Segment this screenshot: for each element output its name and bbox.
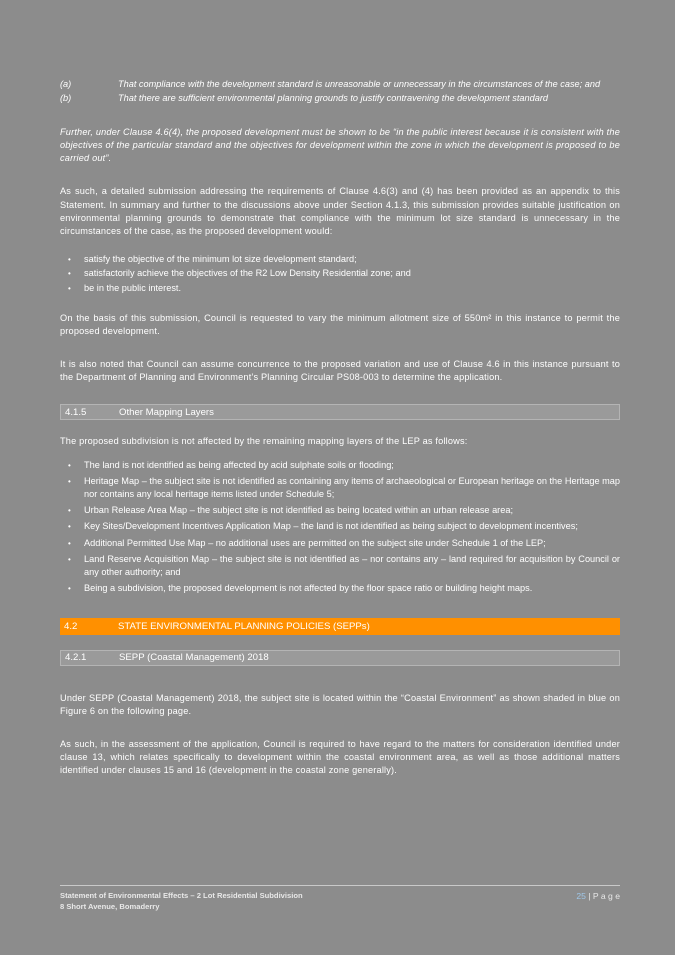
- heading-4-2-state-environmental-planning-policies: [60, 618, 620, 635]
- bullet-icon: •: [68, 461, 71, 471]
- list-item: [60, 520, 620, 533]
- heading-title: SEPP (Coastal Management) 2018: [119, 652, 269, 664]
- spacer: [60, 448, 620, 459]
- clause-label: (b): [60, 93, 72, 104]
- spacer: [60, 666, 620, 692]
- bullet-text: Urban Release Area Map – the subject site is not identified as being located within an urban release area;: [84, 505, 514, 516]
- spacer: [60, 238, 620, 253]
- bullet-text: Additional Permitted Use Map – no additional uses are permitted on the subject site under Schedule 1 of the LEP;: [84, 537, 546, 548]
- heading-number: 4.1.5: [65, 406, 87, 418]
- paragraph-basis-of-submission: On the basis of this submission, Council is requested to vary the minimum allotment size of 550m² in this instance to permit the proposed development.: [60, 312, 620, 336]
- bullet-text: satisfactorily achieve the objectives of the R2 Low Density Residential zone; and: [84, 268, 411, 279]
- bullet-icon: •: [68, 254, 71, 264]
- bullet-text: Heritage Map – the subject site is not identified as containing any items of archaeological or European heritage on the Heritage map nor contains any local heritage items listed under Schedule 5;: [84, 476, 620, 500]
- clause-text: That compliance with the development standard is unreasonable or unnecessary in the circumstances of the case; and: [118, 79, 601, 89]
- clause-label: (a): [60, 79, 72, 89]
- heading-4-1-5-other-mapping-layers: [60, 404, 620, 420]
- list-item: [60, 582, 620, 595]
- paragraph-concurrence-note: It is also noted that Council can assume concurrence to the proposed variation and use of Clause 4.6 in this instance pursuant to the Department of Planning and Environment’s Planning Circular PS08-003 to determine the application.: [60, 358, 620, 382]
- heading-number: 4.2: [64, 620, 78, 632]
- list-item: [60, 78, 620, 91]
- footer-title-line-2: 8 Short Avenue, Bomaderry: [60, 901, 160, 911]
- footer-page-label: | P a g e: [588, 891, 620, 901]
- spacer: [60, 106, 620, 126]
- spacer: [60, 718, 620, 738]
- bullet-text: Land Reserve Acquisition Map – the subject site is not identified as – nor contains any – land required for acquisition by Council or any other authority; and: [84, 553, 620, 577]
- bullet-text: Key Sites/Development Incentives Application Map – the land is not identified as being subject to development incentives;: [84, 521, 578, 532]
- bullet-text: satisfy the objective of the minimum lot size development standard;: [84, 253, 357, 264]
- footer-page-number: 25: [576, 891, 586, 901]
- list-item: [60, 282, 620, 295]
- bullet-icon: •: [68, 284, 71, 294]
- paragraph-detailed-submission: As such, a detailed submission addressing the requirements of Clause 4.6(3) and (4) has been provided as an appendix to this Statement. In summary and further to the discussions above under Section 4.1.3, this submission provides suitable justification on environmental planning grounds to demonstrate that compliance with the minimum lot size standard is unnecessary in the circumstances of the case, as the proposed development would:: [60, 186, 620, 236]
- paragraph-sepp-coastal-intro: Under SEPP (Coastal Management) 2018, the subject site is located within the “Coastal Environment” as shown shaded in blue on Figure 6 on the following page.: [60, 692, 620, 717]
- spacer: [60, 598, 620, 618]
- footer-page-indicator: [576, 891, 620, 901]
- clause-text: That there are sufficient environmental planning grounds to justify contravening the development standard: [118, 93, 549, 104]
- paragraph-sepp-assessment-matters: As such, in the assessment of the application, Council is required to have regard to the matters for consideration identified under clause 13, which relates specifically to development within the coastal environment area, as well as those additional matters identified under clauses 15 and 16 (development in the coastal zone generally).: [60, 739, 620, 776]
- page-footer: [60, 885, 620, 912]
- heading-number: 4.2.1: [65, 652, 87, 664]
- bullet-icon: •: [68, 538, 71, 548]
- bullet-icon: •: [68, 522, 71, 532]
- spacer: [60, 297, 620, 312]
- list-item: [60, 253, 620, 266]
- list-item: [60, 267, 620, 280]
- list-item: [60, 504, 620, 517]
- footer-document-title: [60, 891, 303, 912]
- spacer: [60, 635, 620, 650]
- heading-4-2-1-sepp-coastal-management: [60, 650, 620, 666]
- spacer: [60, 338, 620, 358]
- bullet-text: The land is not identified as being affected by acid sulphate soils or flooding;: [84, 460, 394, 471]
- bullet-icon: •: [68, 583, 71, 593]
- bullet-icon: •: [68, 554, 71, 564]
- list-item: [60, 475, 620, 501]
- bullet-icon: •: [68, 269, 71, 279]
- heading-title: STATE ENVIRONMENTAL PLANNING POLICIES (SEPPs): [118, 620, 370, 632]
- bullet-icon: •: [68, 477, 71, 487]
- list-item: [60, 459, 620, 472]
- spacer: [60, 420, 620, 435]
- list-item: [60, 537, 620, 550]
- spacer: [60, 165, 620, 185]
- footer-title-line-1: Statement of Environmental Effects – 2 Lot Residential Subdivision: [60, 891, 303, 900]
- paragraph-further-clause-46: Further, under Clause 4.6(4), the proposed development must be shown to be “in the public interest because it is consistent with the objectives of the particular standard and the objectives for development within the zone in which the development is proposed to be carried out”.: [60, 127, 620, 164]
- bullet-list-mapping-layers: [60, 459, 620, 595]
- list-item: [60, 92, 620, 105]
- bullet-list-development-would: [60, 253, 620, 295]
- clause-list: [60, 78, 620, 105]
- paragraph-mapping-intro: The proposed subdivision is not affected by the remaining mapping layers of the LEP as follows:: [60, 436, 468, 446]
- heading-title: Other Mapping Layers: [119, 406, 214, 418]
- bullet-icon: •: [68, 506, 71, 516]
- list-item: [60, 553, 620, 579]
- spacer: [60, 384, 620, 404]
- bullet-text: Being a subdivision, the proposed development is not affected by the floor space ratio or building height maps.: [84, 582, 533, 593]
- bullet-text: be in the public interest.: [84, 283, 182, 294]
